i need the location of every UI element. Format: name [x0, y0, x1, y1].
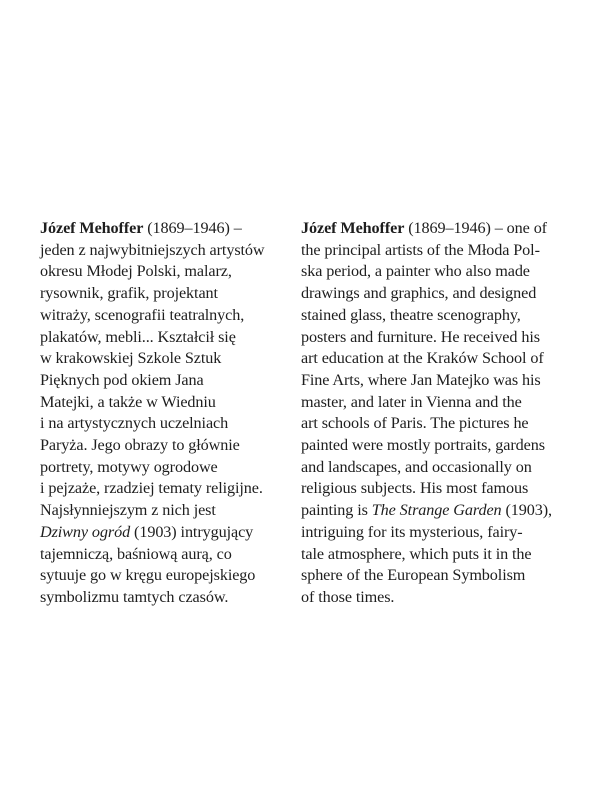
- text-line: tajemniczą, baśniową aurą, co: [40, 544, 232, 563]
- painting-title: Dziwny ogród: [40, 522, 131, 541]
- painting-title: The Strange Garden: [371, 501, 502, 520]
- text-line: Fine Arts, where Jan Matejko was his: [301, 370, 541, 389]
- artist-dates: (1869–1946) – one of: [404, 219, 547, 237]
- text-line: of those times.: [301, 587, 395, 606]
- text-line: okresu Młodej Polski, malarz,: [40, 262, 232, 281]
- polish-heading-line: [40, 218, 300, 240]
- text-line: Pięknych pod okiem Jana: [40, 370, 204, 389]
- text-line: jeden z najwybitniejszych artystów: [40, 240, 265, 259]
- text-line: stained glass, theatre scenography,: [301, 305, 521, 324]
- text-line: religious subjects. His most famous: [301, 479, 529, 498]
- text-line: Paryża. Jego obrazy to głównie: [40, 436, 240, 455]
- artist-name: Józef Mehoffer: [301, 219, 405, 237]
- text-line: rysownik, grafik, projektant: [40, 284, 218, 303]
- text-line: portrety, motywy ogrodowe: [40, 457, 218, 476]
- text-line: sphere of the European Symbolism: [301, 566, 526, 585]
- text-line: master, and later in Vienna and the: [301, 392, 522, 411]
- text-line: painted were mostly portraits, gardens: [301, 436, 545, 455]
- text-line: sytuuje go w kręgu europejskiego: [40, 566, 256, 585]
- text-line: the principal artists of the Młoda Pol-: [301, 240, 540, 259]
- english-painting-line: [301, 500, 571, 522]
- artist-name: Józef Mehoffer: [40, 219, 144, 237]
- painting-year: (1903) intrygujący: [130, 522, 254, 541]
- text-line: ska period, a painter who also made: [301, 262, 530, 281]
- artist-dates: (1869–1946) –: [143, 219, 242, 237]
- english-text-column: [301, 218, 571, 609]
- polish-painting-line: [40, 522, 300, 544]
- text-line: w krakowskiej Szkole Sztuk: [40, 349, 222, 368]
- text-line: drawings and graphics, and designed: [301, 284, 537, 303]
- text-line: tale atmosphere, which puts it in the: [301, 544, 532, 563]
- text-line: witraży, scenografii teatralnych,: [40, 305, 245, 324]
- text-line: i na artystycznych uczelniach: [40, 414, 229, 433]
- text-line: plakatów, mebli... Kształcił się: [40, 327, 236, 346]
- polish-text-column: [40, 218, 300, 609]
- text-line: art schools of Paris. The pictures he: [301, 414, 529, 433]
- english-heading-line: [301, 218, 571, 240]
- text-line: and landscapes, and occasionally on: [301, 457, 532, 476]
- text-line: Matejki, a także w Wiedniu: [40, 392, 216, 411]
- text-line: art education at the Kraków School of: [301, 349, 544, 368]
- text-line: symbolizmu tamtych czasów.: [40, 587, 229, 606]
- text-line: intriguing for its mysterious, fairy-: [301, 522, 523, 541]
- painting-year: (1903),: [501, 501, 552, 520]
- text-line: posters and furniture. He received his: [301, 327, 540, 346]
- text-line: Najsłynniejszym z nich jest: [40, 501, 216, 520]
- painting-intro: painting is: [301, 501, 372, 520]
- text-line: i pejzaże, rzadziej tematy religijne.: [40, 479, 263, 498]
